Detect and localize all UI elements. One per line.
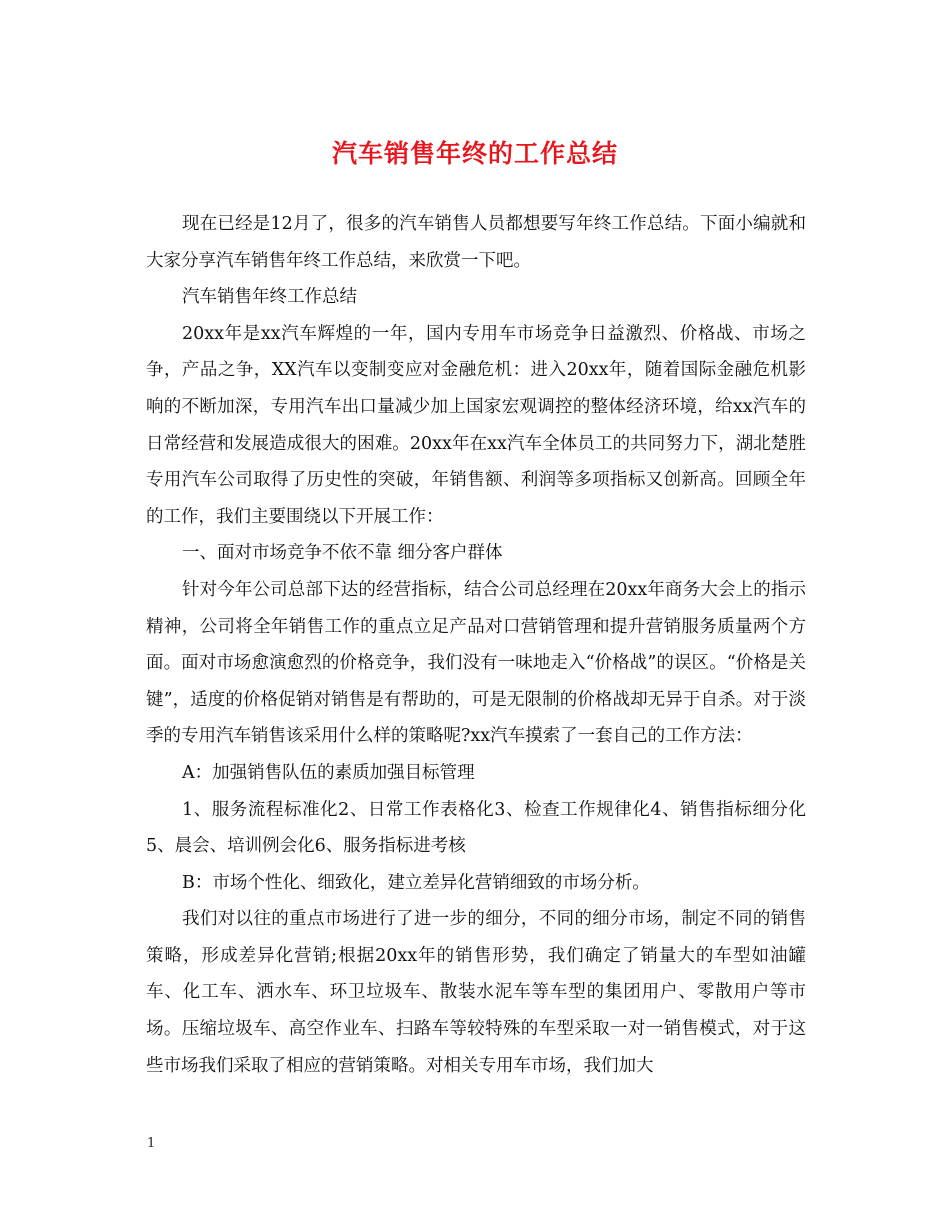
body-paragraph: 针对今年公司总部下达的经营指标，结合公司总经理在20xx年商务大会上的指示精神，公司将全年销售工作的重点立足产品对口营销管理和提升营销服务质量两个方面。面对市场愈演愈烈的价格竞争，我们没有一味地走入“价格战”的误区。“价格是关键”，适度的价格促销对销售是有帮助的，可是无限制的价格战却无异于自杀。对于淡季的专用汽车销售该采用什么样的策略呢?xx汽车摸索了一套自己的工作方法： <box>146 579 806 747</box>
section-heading: 汽车销售年终工作总结 <box>182 287 357 308</box>
document-title: 汽车销售年终的工作总结 <box>331 139 618 168</box>
intro-paragraph: 现在已经是12月了，很多的汽车销售人员都想要写年终工作总结。下面小编就和大家分享汽车销售年终工作总结，来欣赏一下吧。 <box>146 214 806 271</box>
body-paragraph: 20xx年是xx汽车辉煌的一年，国内专用车市场竞争日益激烈、价格战、市场之争，产品之争，XX汽车以变制变应对金融危机：进入20xx年，随着国际金融危机影响的不断加深，专用汽车出口量减少加上国家宏观调控的整体经济环境，给xx汽车的日常经营和发展造成很大的困难。20xx年在xx汽车全体员工的共同努力下，湖北楚胜专用汽车公司取得了历史性的突破，年销售额、利润等多项指标又创新高。回顾全年的工作，我们主要围绕以下开展工作： <box>146 323 806 527</box>
page-number: 1 <box>147 1136 156 1151</box>
list-heading-a: A：加强销售队伍的素质加强目标管理 <box>182 762 475 783</box>
list-paragraph: 1、服务流程标准化2、日常工作表格化3、检查工作规律化4、销售指标细分化5、晨会、培训例会化6、服务指标进考核 <box>146 799 806 857</box>
document-body <box>146 206 806 1084</box>
subsection-heading: 一、面对市场竞争不依不靠 细分客户群体 <box>182 543 503 564</box>
body-paragraph: 我们对以往的重点市场进行了进一步的细分，不同的细分市场，制定不同的销售策略，形成差异化营销;根据20xx年的销售形势，我们确定了销量大的车型如油罐车、化工车、洒水车、环卫垃圾车、散装水泥车等车型的集团用户、零散用户等市场。压缩垃圾车、高空作业车、扫路车等较特殊的车型采取一对一销售模式，对于这些市场我们采取了相应的营销策略。对相关专用车市场，我们加大 <box>146 909 806 1076</box>
list-heading-b: B：市场个性化、细致化，建立差异化营销细致的市场分析。 <box>182 872 650 893</box>
